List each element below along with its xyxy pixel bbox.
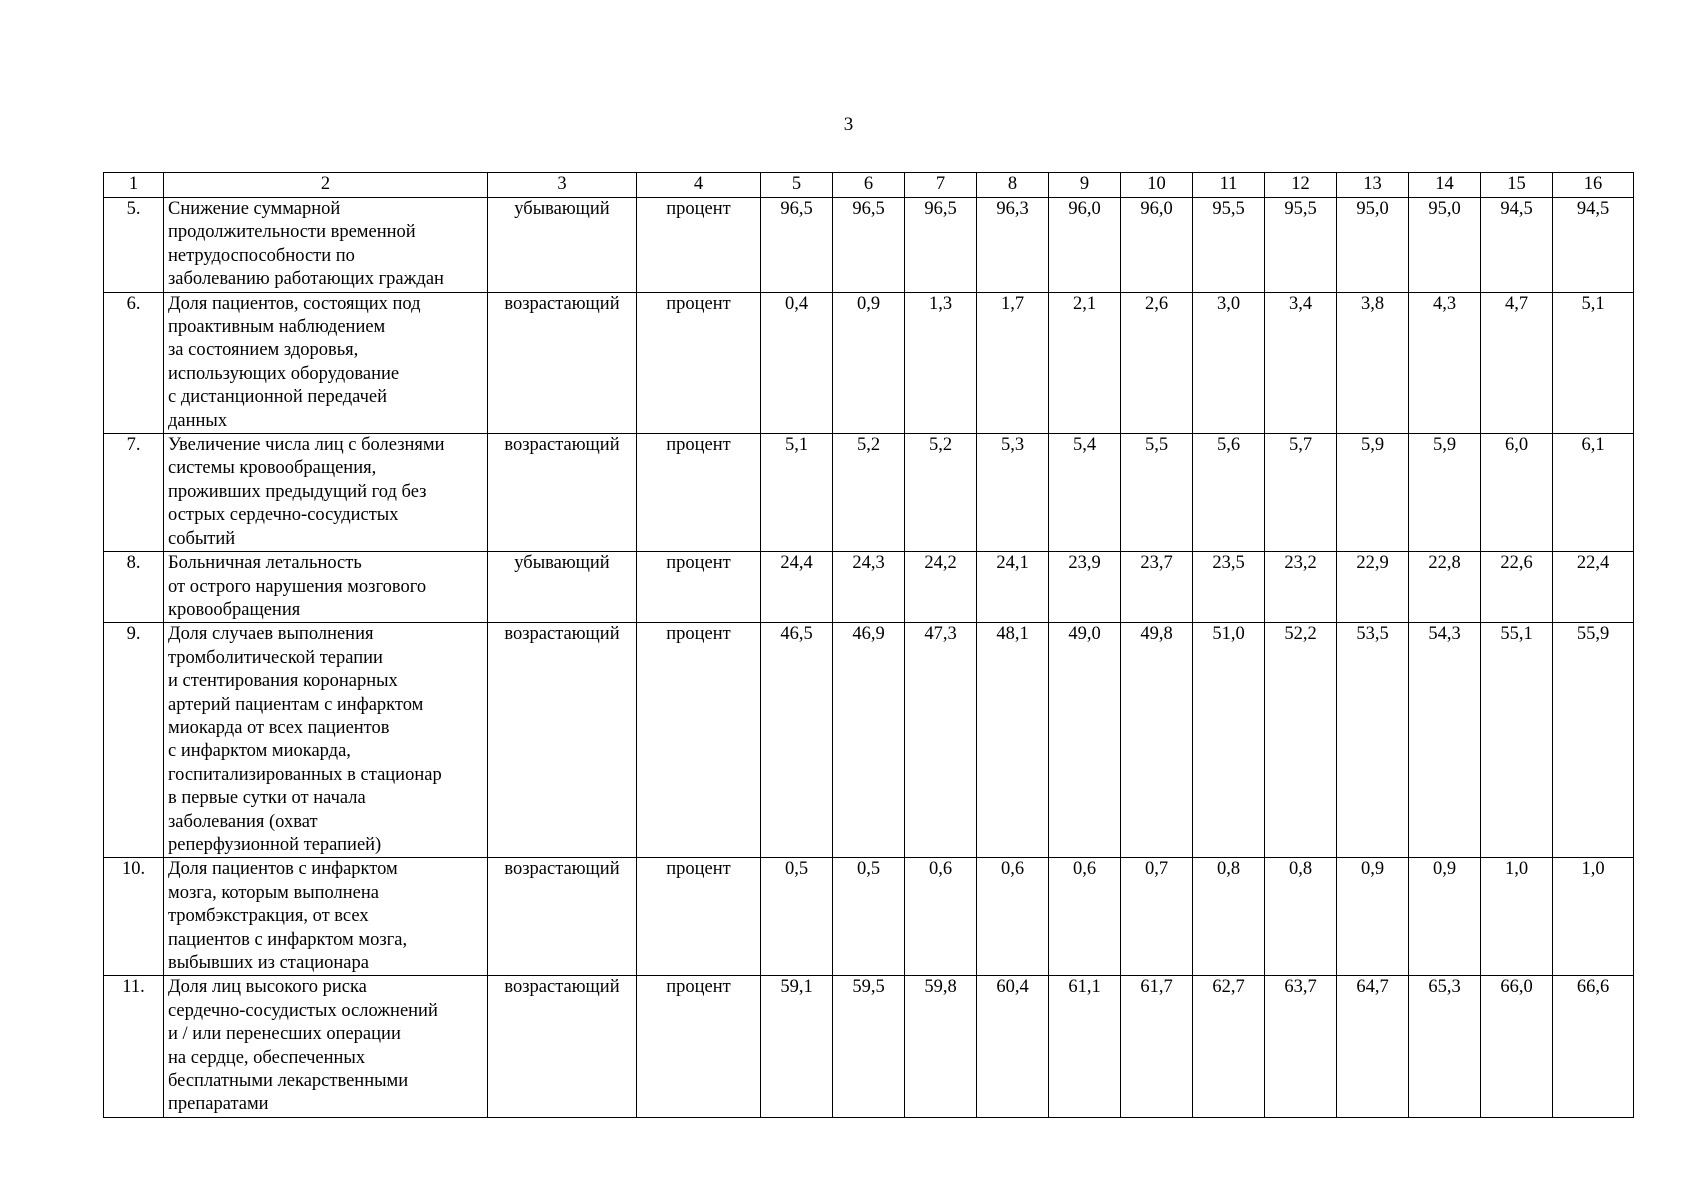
indicator-name-line: с дистанционной передачей [168,387,388,408]
indicator-name-line: Снижение суммарной [168,199,341,219]
page-number: 3 [843,114,854,135]
value-cell: 96,3 [977,198,1049,293]
table-row [104,858,1634,976]
direction-cell: убывающий [488,198,637,293]
indicator-name [164,552,488,623]
table-row [104,292,1634,433]
value-cell: 2,1 [1049,292,1121,433]
value-cell: 95,0 [1337,198,1409,293]
indicator-name [164,434,488,552]
value-cell: 2,6 [1121,292,1193,433]
value-cell: 0,9 [833,292,905,433]
indicator-name-line: данных [168,410,228,431]
indicator-name-line: от острого нарушения мозгового [168,576,427,597]
value-cell: 49,8 [1121,623,1193,858]
value-cell: 59,5 [833,976,905,1117]
indicator-name-line: препаратами [168,1094,269,1115]
indicator-name-line: Доля пациентов с инфарктом [168,859,398,880]
value-cell: 0,6 [1049,858,1121,976]
indicator-name-line: и стентирования коронарных [168,671,398,692]
unit-cell: процент [637,623,761,858]
value-cell: 5,1 [1553,292,1634,433]
value-cell: 46,5 [761,623,833,858]
value-cell: 23,2 [1265,552,1337,623]
value-cell: 3,0 [1193,292,1265,433]
indicators-table [103,172,1634,1118]
value-cell: 0,9 [1409,858,1481,976]
value-cell: 95,5 [1193,198,1265,293]
value-cell: 23,9 [1049,552,1121,623]
indicator-name-line: тромбэкстракция, от всех [168,906,369,927]
unit-cell: процент [637,292,761,433]
value-cell: 24,2 [905,552,977,623]
unit-cell: процент [637,434,761,552]
value-cell: 24,1 [977,552,1049,623]
value-cell: 0,7 [1121,858,1193,976]
table-body [104,198,1634,1118]
indicator-name-line: госпитализированных в стационар [168,764,442,785]
value-cell: 96,5 [833,198,905,293]
unit-cell: процент [637,858,761,976]
indicator-name-line: выбывших из стационара [168,953,369,973]
value-cell: 95,0 [1409,198,1481,293]
value-cell: 6,0 [1481,434,1553,552]
value-cell: 24,4 [761,552,833,623]
value-cell: 96,5 [905,198,977,293]
row-number: 6. [104,292,164,433]
column-header: 1 [104,173,164,198]
column-header: 10 [1121,173,1193,198]
indicator-name-line: острых сердечно-сосудистых [168,505,399,526]
indicator-name-line: с инфарктом миокарда, [168,741,351,762]
indicator-name-line: Больничная летальность [168,553,362,574]
column-header: 15 [1481,173,1553,198]
value-cell: 1,7 [977,292,1049,433]
indicator-name-line: на сердце, обеспеченных [168,1047,366,1068]
value-cell: 0,4 [761,292,833,433]
value-cell: 5,9 [1337,434,1409,552]
row-number: 10. [104,858,164,976]
header-row [104,173,1634,198]
table-header [104,173,1634,198]
column-header: 11 [1193,173,1265,198]
value-cell: 54,3 [1409,623,1481,858]
value-cell: 5,7 [1265,434,1337,552]
value-cell: 3,4 [1265,292,1337,433]
column-header: 12 [1265,173,1337,198]
value-cell: 96,0 [1121,198,1193,293]
value-cell: 47,3 [905,623,977,858]
indicator-name-line: реперфузионной терапией) [168,834,382,855]
value-cell: 0,8 [1193,858,1265,976]
value-cell: 1,0 [1553,858,1634,976]
column-header: 3 [488,173,637,198]
column-header: 8 [977,173,1049,198]
table-row [104,552,1634,623]
table-row [104,976,1634,1117]
value-cell: 59,8 [905,976,977,1117]
value-cell: 0,5 [761,858,833,976]
column-header: 14 [1409,173,1481,198]
value-cell: 96,0 [1049,198,1121,293]
unit-cell: процент [637,552,761,623]
indicator-name [164,976,488,1117]
value-cell: 0,6 [905,858,977,976]
indicator-name-line: системы кровообращения, [168,458,377,479]
table-row [104,623,1634,858]
value-cell: 23,7 [1121,552,1193,623]
value-cell: 64,7 [1337,976,1409,1117]
indicator-name [164,858,488,976]
indicator-name-line: использующих оборудование [168,363,400,384]
value-cell: 94,5 [1553,198,1634,293]
indicator-name-line: событий [168,528,236,549]
column-header: 13 [1337,173,1409,198]
value-cell: 23,5 [1193,552,1265,623]
value-cell: 66,0 [1481,976,1553,1117]
value-cell: 22,9 [1337,552,1409,623]
indicator-name-line: проактивным наблюдением [168,317,386,338]
value-cell: 22,6 [1481,552,1553,623]
table-row [104,434,1634,552]
value-cell: 65,3 [1409,976,1481,1117]
value-cell: 5,3 [977,434,1049,552]
row-number: 8. [104,552,164,623]
value-cell: 22,8 [1409,552,1481,623]
value-cell: 61,1 [1049,976,1121,1117]
column-header: 4 [637,173,761,198]
value-cell: 4,3 [1409,292,1481,433]
direction-cell: возрастающий [488,292,637,433]
value-cell: 95,5 [1265,198,1337,293]
indicator-name-line: миокарда от всех пациентов [168,717,390,738]
indicator-name [164,292,488,433]
value-cell: 5,2 [833,434,905,552]
value-cell: 94,5 [1481,198,1553,293]
value-cell: 49,0 [1049,623,1121,858]
value-cell: 0,8 [1265,858,1337,976]
value-cell: 5,4 [1049,434,1121,552]
indicator-name-line: в первые сутки от начала [168,788,366,809]
value-cell: 60,4 [977,976,1049,1117]
indicator-name-line: Увеличение числа лиц с болезнями [168,435,445,456]
value-cell: 0,6 [977,858,1049,976]
table-row [104,198,1634,293]
direction-cell: возрастающий [488,623,637,858]
value-cell: 96,5 [761,198,833,293]
indicator-name-line: мозга, которым выполнена [168,882,379,903]
column-header: 7 [905,173,977,198]
indicator-name [164,198,488,293]
column-header: 5 [761,173,833,198]
unit-cell: процент [637,198,761,293]
value-cell: 51,0 [1193,623,1265,858]
value-cell: 5,1 [761,434,833,552]
indicator-name-line: и / или перенесших операции [168,1024,401,1045]
value-cell: 5,6 [1193,434,1265,552]
value-cell: 5,9 [1409,434,1481,552]
value-cell: 63,7 [1265,976,1337,1117]
value-cell: 55,1 [1481,623,1553,858]
value-cell: 4,7 [1481,292,1553,433]
value-cell: 46,9 [833,623,905,858]
indicator-name-line: за состоянием здоровья, [168,340,359,361]
direction-cell: возрастающий [488,858,637,976]
indicator-name-line: артерий пациентам с инфарктом [168,694,424,715]
indicator-name-line: заболевания (охват [168,811,318,832]
direction-cell: возрастающий [488,976,637,1117]
value-cell: 61,7 [1121,976,1193,1117]
indicator-name-line: заболеванию работающих граждан [168,269,444,290]
column-header: 16 [1553,173,1634,198]
indicator-name-line: сердечно-сосудистых осложнений [168,1000,438,1021]
indicator-name-line: Доля пациентов, состоящих под [168,293,421,314]
value-cell: 55,9 [1553,623,1634,858]
value-cell: 59,1 [761,976,833,1117]
row-number: 5. [104,198,164,293]
indicator-name-line: пациентов с инфарктом мозга, [168,929,408,950]
value-cell: 52,2 [1265,623,1337,858]
indicator-name-line: нетрудоспособности по [168,245,355,266]
value-cell: 5,2 [905,434,977,552]
column-header: 9 [1049,173,1121,198]
direction-cell: убывающий [488,552,637,623]
value-cell: 62,7 [1193,976,1265,1117]
indicator-name-line: кровообращения [168,599,301,620]
direction-cell: возрастающий [488,434,637,552]
value-cell: 0,9 [1337,858,1409,976]
row-number: 9. [104,623,164,858]
unit-cell: процент [637,976,761,1117]
row-number: 11. [104,976,164,1117]
column-header: 2 [164,173,488,198]
value-cell: 1,0 [1481,858,1553,976]
indicator-name-line: Доля случаев выполнения [168,624,374,645]
column-header: 6 [833,173,905,198]
value-cell: 66,6 [1553,976,1634,1117]
value-cell: 6,1 [1553,434,1634,552]
value-cell: 0,5 [833,858,905,976]
value-cell: 22,4 [1553,552,1634,623]
indicator-name-line: продолжительности временной [168,222,416,243]
value-cell: 48,1 [977,623,1049,858]
indicator-name-line: бесплатными лекарственными [168,1071,409,1092]
value-cell: 3,8 [1337,292,1409,433]
indicator-name-line: Доля лиц высокого риска [168,977,367,998]
indicator-name-line: тромболитической терапии [168,647,383,668]
value-cell: 53,5 [1337,623,1409,858]
indicator-name [164,623,488,858]
value-cell: 24,3 [833,552,905,623]
indicator-name-line: проживших предыдущий год без [168,481,427,502]
value-cell: 5,5 [1121,434,1193,552]
value-cell: 1,3 [905,292,977,433]
row-number: 7. [104,434,164,552]
